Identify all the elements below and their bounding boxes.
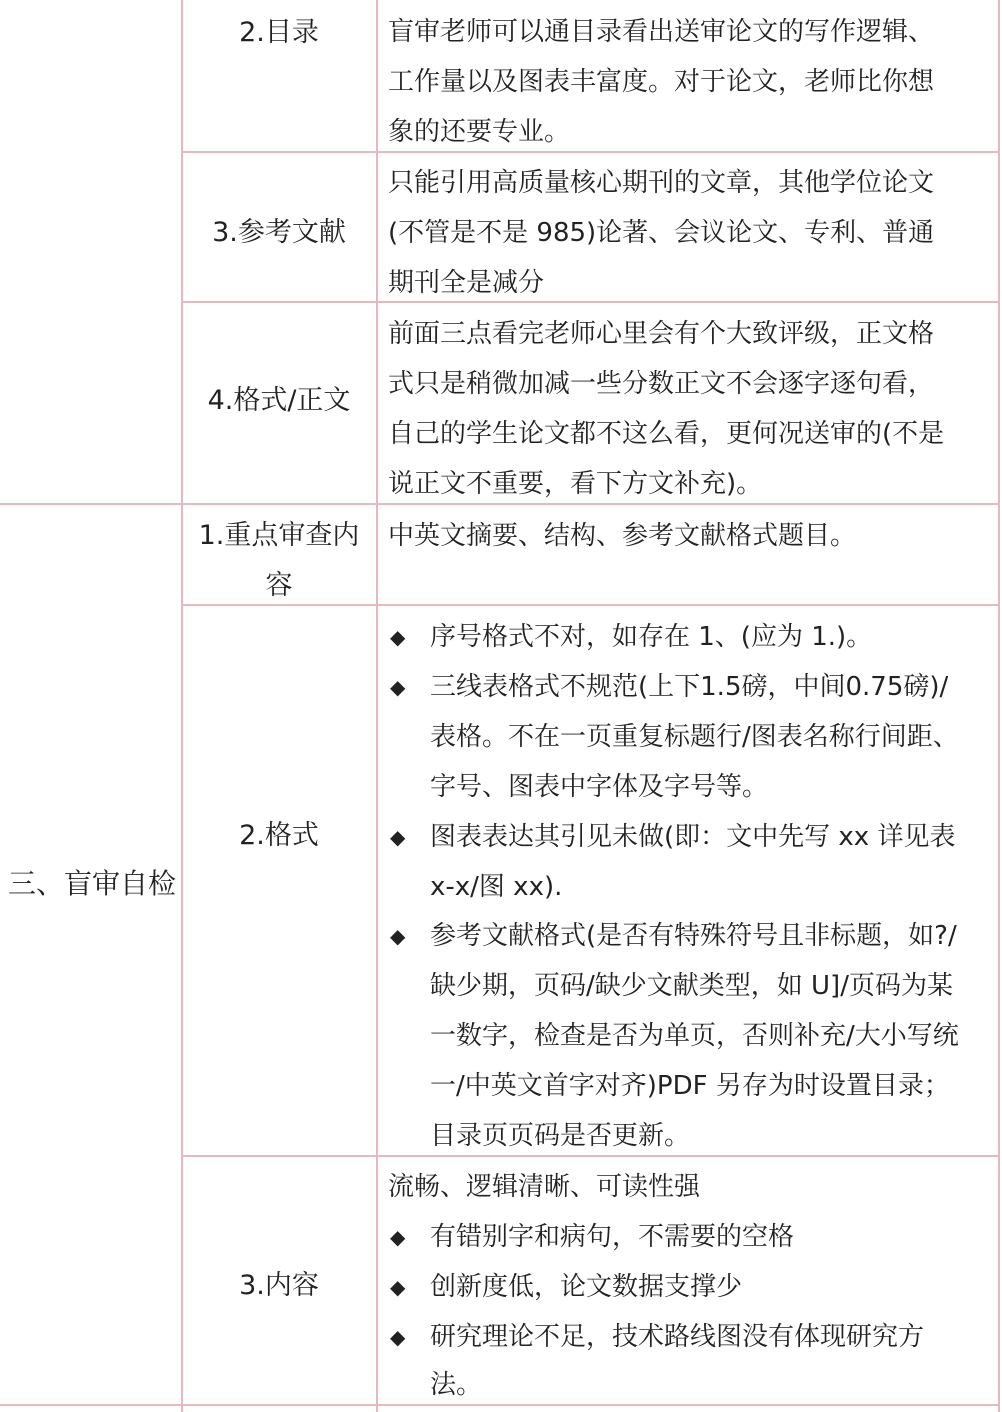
row-text-line: 式只是稍微加减一些分数正文不会逐字逐句看， <box>388 369 935 399</box>
row-label-references: 3.参考文献 <box>212 217 346 248</box>
bullet-text-line: 创新度低，论文数据支撑少 <box>430 1272 743 1302</box>
bullet-text-line: 三线表格式不规范(上下1.5磅，中间0.75磅)/ <box>430 672 949 702</box>
row-divider <box>181 151 1000 153</box>
diamond-bullet-icon: ◆ <box>390 625 406 649</box>
bullet-text-line: 序号格式不对，如存在 1、(应为 1.)。 <box>430 622 873 652</box>
bullet-text-line: 字号、图表中字体及字号等。 <box>430 772 769 802</box>
row-text-line: 前面三点看完老师心里会有个大致评级，正文格 <box>388 319 935 349</box>
row-divider <box>181 301 1000 303</box>
bullet-text-line: 一数字，检查是否为单页，否则补充/大小写统 <box>430 1021 959 1051</box>
diamond-bullet-icon: ◆ <box>390 1325 406 1349</box>
row-text-line: (不管是不是 985)论著、会议论文、专利、普通 <box>388 218 935 248</box>
bullet-text-line: 表格。不在一页重复标题行/图表名称行间距、 <box>430 722 959 752</box>
row-text-line: 盲审老师可以通目录看出送审论文的写作逻辑、 <box>388 17 935 47</box>
row-label-catalog: 2.目录 <box>239 17 319 48</box>
row-text-line: 期刊全是减分 <box>388 268 545 298</box>
bullet-text-line: 研究理论不足，技术路线图没有体现研究方 <box>430 1322 925 1352</box>
bullet-text-line: 图表表达其引见未做(即：文中先写 xx 详见表 <box>430 822 956 852</box>
table-border-middle <box>376 0 378 1412</box>
bullet-text-line: 缺少期，页码/缺少文献类型，如 U]/页码为某 <box>430 971 953 1001</box>
row-label-key-review: 1.重点审查内 <box>198 520 360 551</box>
bullet-text-line: 一/中英文首字对齐)PDF 另存为时设置目录； <box>430 1071 950 1101</box>
bullet-text-line: 有错别字和病句，不需要的空格 <box>430 1222 795 1252</box>
row-label-key-review-cont: 容 <box>265 570 293 601</box>
section-title: 三、盲审自检 <box>8 867 177 900</box>
row-text-line: 中英文摘要、结构、参考文献格式题目。 <box>388 521 857 551</box>
table-border-right <box>998 0 1000 1412</box>
row-text-line: 象的还要专业。 <box>388 117 571 147</box>
row-text-line: 说正文不重要，看下方文补充)。 <box>388 469 763 499</box>
diamond-bullet-icon: ◆ <box>390 1225 406 1249</box>
row-text-line: 流畅、逻辑清晰、可读性强 <box>388 1172 701 1202</box>
row-label-format-body: 4.格式/正文 <box>207 385 351 416</box>
diamond-bullet-icon: ◆ <box>390 825 406 849</box>
row-text-line: 只能引用高质量核心期刊的文章，其他学位论文 <box>388 168 935 198</box>
row-text-line: 自己的学生论文都不这么看，更何况送审的(不是 <box>388 419 945 449</box>
bullet-text-line: x-x/图 xx). <box>430 872 563 902</box>
table-border-bottom <box>0 1404 1000 1406</box>
row-label-format: 2.格式 <box>239 820 319 851</box>
diamond-bullet-icon: ◆ <box>390 675 406 699</box>
diamond-bullet-icon: ◆ <box>390 924 406 948</box>
bullet-text-line: 目录页页码是否更新。 <box>430 1121 691 1151</box>
diamond-bullet-icon: ◆ <box>390 1275 406 1299</box>
bullet-text-line: 参考文献格式(是否有特殊符号且非标题，如?/ <box>430 921 957 951</box>
bullet-text-line: 法。 <box>430 1370 483 1400</box>
row-label-content: 3.内容 <box>239 1270 319 1301</box>
row-text-line: 工作量以及图表丰富度。对于论文，老师比你想 <box>388 67 935 97</box>
